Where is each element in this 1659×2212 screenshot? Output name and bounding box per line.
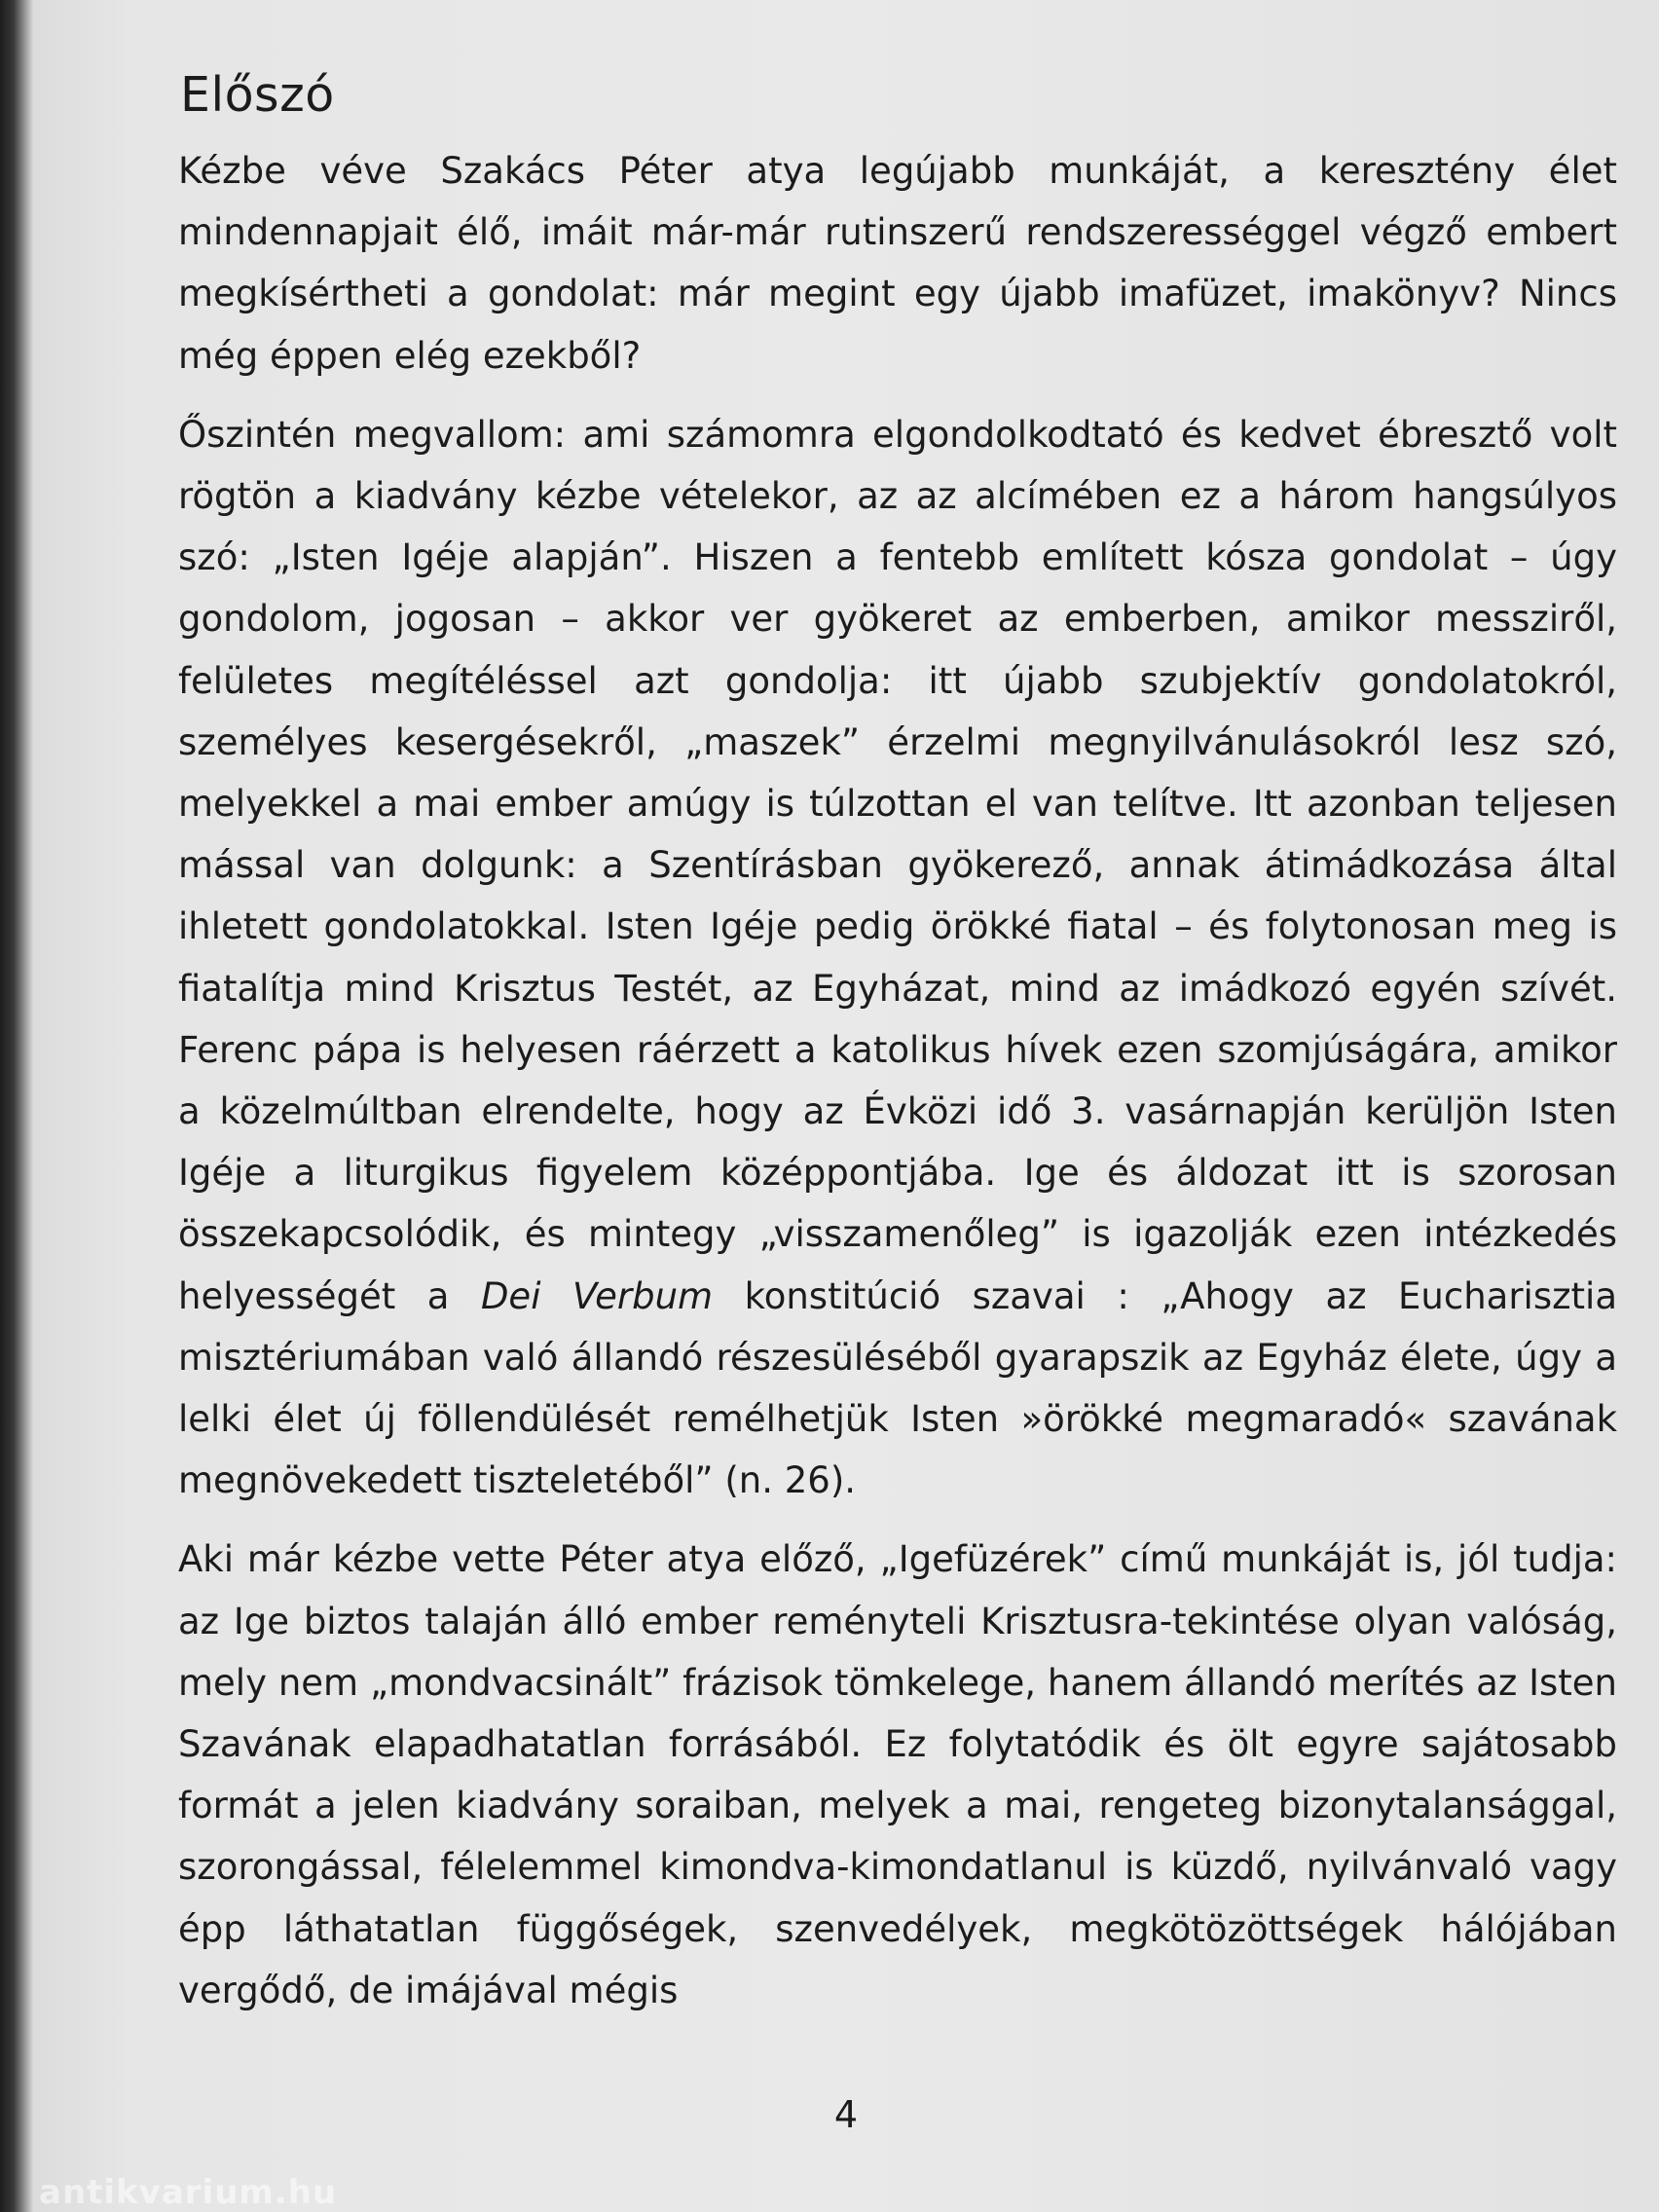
page-number: 4 — [833, 2093, 859, 2136]
dei-verbum-title: Dei Verbum — [480, 1274, 714, 1317]
paragraph-3: Aki már kézbe vette Péter atya előző, „Igefüzérek” című munkáját is, jól tudja: az Ige biztos talaján álló ember reményteli Krisztusra-tekintése olyan valóság, mely nem „mondvacsinált” frázisok tömkelege, hanem állandó merítés az Isten Szavának elapadhatatlan forrásából. Ez folytatódik és ölt egyre sajátosabb formát a jelen kiadvány soraiban, melyek a mai, rengeteg bizonytalansággal, szorongással, félelemmel kimondva-kimondatlanul is küzdő, nyilvánvaló vagy épp láthatatlan függőségek, szenvedélyek, megkötözöttségek hálójában vergődő, de imájával mégis — [178, 1538, 1617, 2011]
paragraph-1: Kézbe véve Szakács Péter atya legújabb munkáját, a keresztény élet mindennapjait élő, imáit már-már rutinszerű rendszerességgel végző embert megkísértheti a gondolat: már megint egy újabb imafüzet, imakönyv? Nincs még éppen elég ezekből? — [178, 150, 1617, 377]
paragraph-2-text-end: konstitúció szavai : „Ahogy az Eucharisztia misztériumában való állandó részesüléséből gyarapszik az Egyház élete, úgy a lelki élet új föllendülését remélhetjük Isten »örökké megmaradó« szavának megnövekedett tiszteletéből” (n. 26). — [178, 1274, 1617, 1502]
watermark-text: antikvarium.hu — [39, 2173, 338, 2212]
paragraph-2 — [178, 404, 1617, 1512]
book-page — [33, 0, 1659, 2212]
page-title: Előszó — [180, 67, 335, 123]
paragraph-2-text-start: Őszintén megvallom: ami számomra elgondolkodtató és kedvet ébresztő volt rögtön a kiadvány kézbe vételekor, az az alcímében ez a három hangsúlyos szó: „Isten Igéje alapján”. Hiszen a fentebb említett kósza gondolat – úgy gondolom, jogosan – akkor ver gyökeret az emberben, amikor messziről, felületes megítéléssel azt gondolja: itt újabb szubjektív gondolatokról, személyes kesergésekről, „maszek” érzelmi megnyilvánulásokról lesz szó, melyekkel a mai ember amúgy is túlzottan el van telítve. Itt azonban teljesen mással van dolgunk: a Szentírásban gyökerező, annak átimádkozása által ihletett gondolatokkal. Isten Igéje pedig örökké fiatal – és folytonosan meg is fiatalítja mind Krisztus Testét, az Egyházat, mind az imádkozó egyén szívét. Ferenc pápa is helyesen ráérzett a katolikus hívek ezen szomjúságára, amikor a közelmúltban elrendelte, hogy az Évközi idő 3. vasárnapján kerüljön Isten Igéje a liturgikus figyelem középpontjába. Ige és áldozat itt is szorosan összekapcsolódik, és mintegy „visszamenőleg” is igazolják ezen intézkedés helyességét a — [178, 413, 1617, 1317]
book-spine-shadow — [0, 0, 33, 2212]
page-text-block — [178, 66, 1617, 2021]
